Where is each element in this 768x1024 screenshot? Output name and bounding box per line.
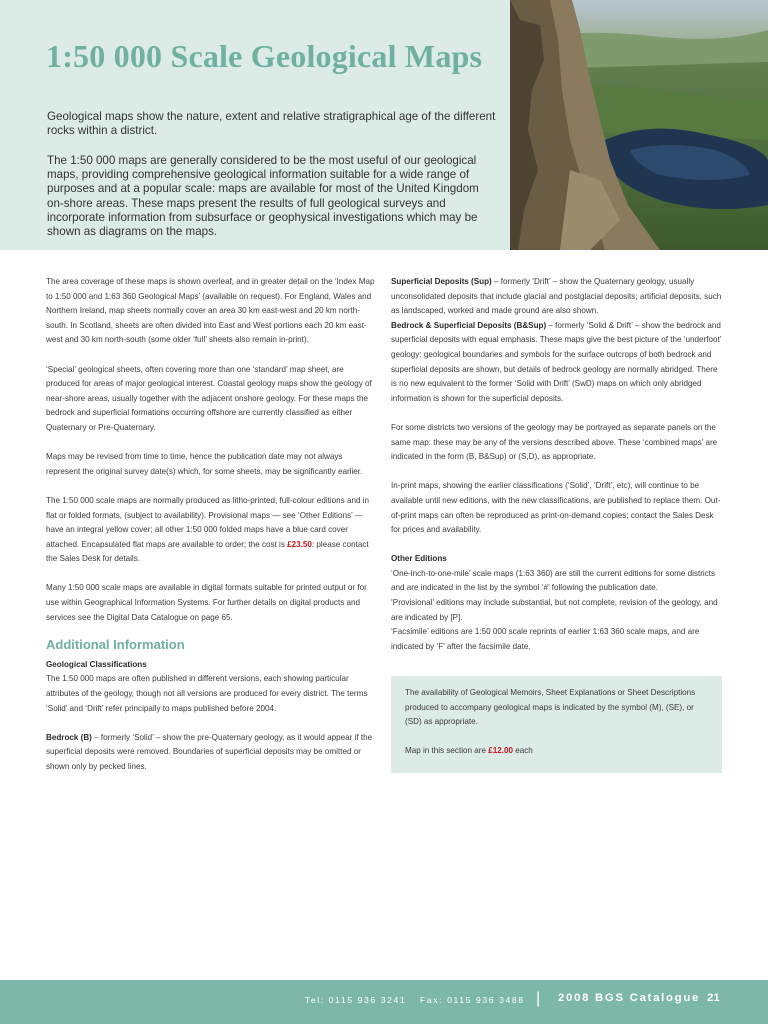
section-price-suffix: each [513, 746, 533, 756]
geological-classifications-heading: Geological Classifications [46, 659, 147, 669]
coverage-paragraph: The area coverage of these maps is shown overleaf, and in greater detail on the ‘Index Map to 1:50 000 and 1:63 360 Geological Maps’ (available on request). For England, Wales and Northern Ireland, map sheets normally cover an area 30 km east-west and 20 km north-south. In Scotland, sheets are often divided into East and West portions each 20 km east-west and 30 km north-south (some older ‘full’ sheets also remain in-print). [46, 277, 375, 345]
versions-paragraph: The 1:50 000 maps are often published in different versions, each showing particular attributes of the geology, though not all versions are produced for every district. The terms ‘Solid’ and ‘Drift’ refer principally to maps published before 2004. [46, 674, 368, 713]
revision-paragraph: Maps may be revised from time to time, hence the publication date may not always represent the original survey date(s) which, for some sheets, may be significantly earlier. [46, 452, 363, 476]
left-column [46, 275, 376, 789]
bedrock-paragraph [46, 731, 376, 775]
page-number: 21 [707, 992, 720, 1004]
in-print-paragraph: In-print maps, showing the earlier classifications (‘Solid’, ‘Drift’, etc), will continue to be available until new editions, with the new classifications, are published to replace them. Out-of-print maps can often be reproduced as print-on-demand copies; contact the Sales Desk for prices and availability. [391, 481, 721, 535]
footer-fax: Fax: 0115 936 3488 [420, 995, 525, 1005]
formats-text: The 1:50 000 scale maps are normally produced as litho-printed, full-colour editions and in flat or folded formats, (subject to availability). Provisional maps — see ‘Other Editions’ — have an integral yellow cover; all other 1:50 000 folded maps have a blue card cover attached. Encapsulated flat maps are available to order; the cost is [46, 495, 370, 549]
section-price: £12.00 [488, 746, 513, 756]
facsimile-paragraph: ‘Facsimile’ editions are 1:50 000 scale reprints of earlier 1:63 360 scale maps, and are indicated by ‘F’ after the facsimile date. [391, 627, 700, 651]
flat-map-price: £23.50 [287, 539, 312, 549]
footer-catalogue-title: 2008 BGS Catalogue [558, 992, 701, 1004]
special-sheets-paragraph: ‘Special’ geological sheets, often covering more than one ‘standard’ map sheet, are produced for areas of major geological interest. Coastal geology maps show the geology of near-shore areas, usually together with the adjacent onshore geology. For these maps the bedrock and superficial formations occurring offshore are currently classified as either Quaternary or Pre-Quaternary. [46, 364, 372, 432]
section-price-prefix: Map in this section are [405, 746, 489, 756]
other-editions-heading: Other Editions [391, 554, 447, 564]
bedrock-superficial-term: Bedrock & Superficial Deposits (B&Sup) [391, 320, 547, 330]
combined-maps-paragraph: For some districts two versions of the geology may be portrayed as separate panels on the same map: these may be any of the versions described above. These ‘combined maps’ are indicated in the form (B, B&Sup) or (S,D), as appropriate. [391, 422, 718, 462]
footer-telephone: Tel: 0115 936 3241 [305, 995, 407, 1005]
superficial-term: Superficial Deposits (Sup) [391, 277, 492, 286]
bedrock-superficial-paragraph [391, 319, 723, 407]
footer-bar [0, 980, 768, 1024]
bedrock-term: Bedrock (B) [46, 732, 92, 742]
digital-paragraph: Many 1:50 000 scale maps are available in digital formats suitable for printed output or for use within Geographical Information Systems. For further details on digital products and services see the Digital Data Catalogue on page 65. [46, 583, 367, 622]
intro-paragraph-2: The 1:50 000 maps are generally considered to be the most useful of our geological maps, providing comprehensive geological information suitable for a wide range of purposes and at a popular scale: maps are available for most of the United Kingdom on-shore areas. These maps present the results of full geological surveys and incorporate information from subsurface or geophysical investigations which may be shown as diagrams on the maps. [47, 154, 479, 239]
bedrock-description: – formerly ‘Solid’ – show the pre-Quaternary geology, as it would appear if the superficial deposits were removed. Boundaries of superficial deposits may be omitted or shown only by pecked lines. [46, 732, 373, 771]
bedrock-superficial-description: – formerly ‘Solid & Drift’ – show the bedrock and superficial deposits with equal emphasis. These maps give the best picture of the ‘underfoot’ geology: geological boundaries and symbols for the surface outcrops of both bedrock and superficial deposits are shown, but details of bedrock geology are normally abridged. There is no new equivalent to the former ‘Solid with Drift’ (SwD) maps on which only abridged information is shown for the superficial deposits. [391, 320, 722, 403]
availability-note: The availability of Geological Memoirs, Sheet Explanations or Sheet Descriptions produced to accompany geological maps is indicated by the symbol (M), (SE), or (SD) as appropriate. [405, 688, 696, 727]
footer-separator: | [536, 990, 541, 1007]
superficial-description: – formerly ‘Drift’ – show the Quaternary geology, usually unconsolidated deposits that include glacial and postglacial deposits; artificial deposits, such as landscaped, worked and made ground are also shown. [391, 277, 722, 316]
provisional-paragraph: ‘Provisional’ editions may include substantial, but not complete, revision of the geology, and are indicated by [P]. [391, 598, 718, 622]
availability-note-box [391, 676, 722, 773]
right-column [391, 275, 723, 669]
section-price-note [405, 744, 708, 759]
intro-paragraph-1: Geological maps show the nature, extent and relative stratigraphical age of the different rocks within a district. [47, 110, 496, 138]
one-inch-paragraph: ‘One-inch-to-one-mile’ scale maps (1:63 360) are still the current editions for some districts and are indicated in the list by the symbol ‘#’ following the publication date. [391, 568, 716, 593]
formats-paragraph [46, 494, 376, 567]
additional-information-heading: Additional Information [46, 636, 185, 652]
superficial-paragraph [391, 275, 723, 319]
page-title: 1:50 000 Scale Geological Maps [46, 38, 483, 74]
formats-text-end: : please contact the Sales Desk for details. [46, 539, 369, 564]
landscape-photo [510, 0, 768, 250]
